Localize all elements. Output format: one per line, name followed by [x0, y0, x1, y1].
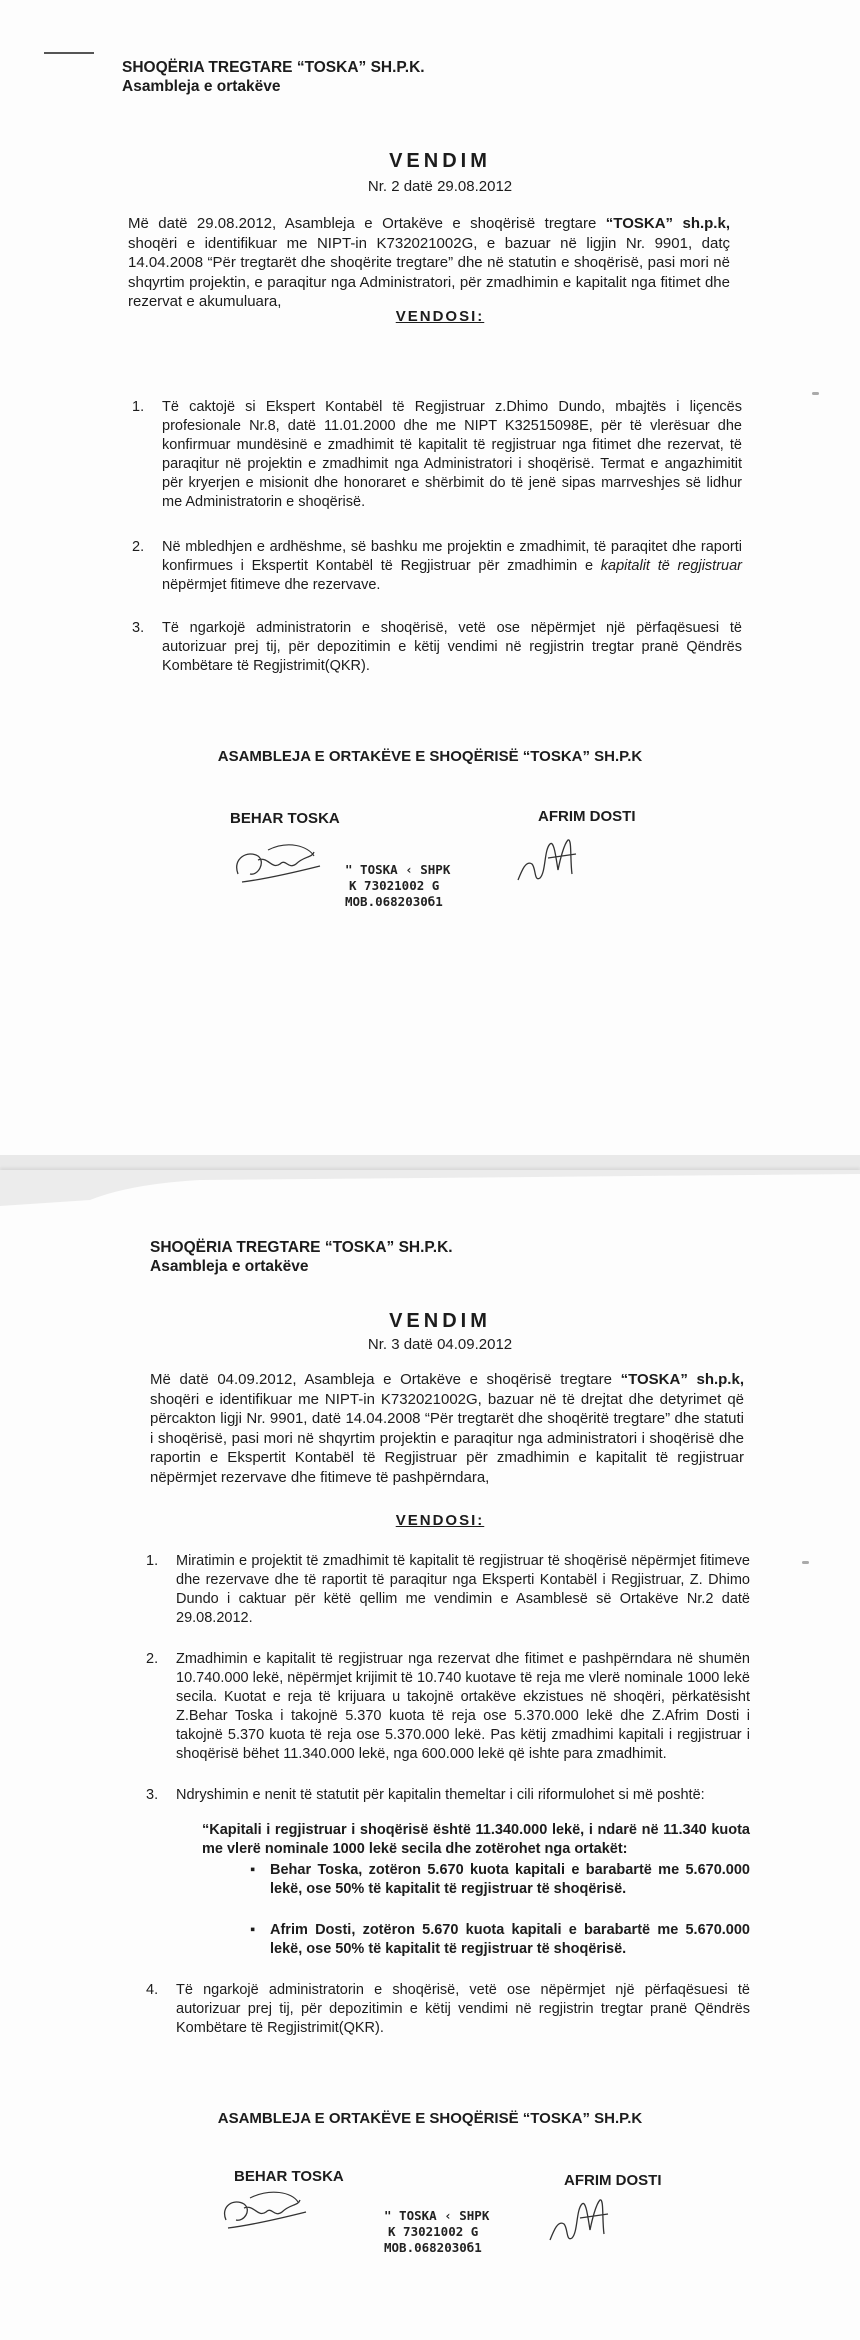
signature-behar-toska [228, 830, 328, 900]
company-stamp: " TOSKA ‹ SHPK K 73021002 G MOB.0682030б1 [384, 2208, 490, 2255]
decision-list [132, 398, 742, 676]
intro-text: Më datë 04.09.2012, Asambleja e Ortakëve e shoqërisë tregtare [150, 1371, 621, 1388]
company-header [150, 1238, 453, 1276]
decides-heading: VENDOSI: [395, 308, 485, 325]
page-fold-edge [0, 1170, 860, 1210]
signer-afrim-dosti: AFRIM DOSTI [538, 808, 636, 825]
intro-paragraph [150, 1370, 744, 1487]
list-item: 1. Miratimin e projektit të zmadhimit të kapitalit të regjistruar të shoqërisë nëpërmjet fitimeve dhe rezervave dhe të raportit të paraqitur nga Eksperti Kontabël i Regjistruar, Z. Dhimo Dundo i caktuar për këtë qellim me vendimin e Asamblesë së Ortakëve Nr.2 datë 29.08.2012. [146, 1553, 750, 1626]
list-item: 2. Në mbledhjen e ardhëshme, së bashku me projektin e zmadhimit, të paraqitet dhe raporti konfirmues i Ekspertit Kontabël të Regjistruar për zmadhimin e kapitalit të regjistruar nëpërmjet fitimeve dhe rezervave. [132, 539, 743, 593]
signature-afrim-dosti [510, 830, 590, 900]
intro-company-bold: “TOSKA” sh.p.k, [620, 1371, 744, 1388]
signature-behar-toska [214, 2180, 314, 2244]
signature-afrim-dosti [542, 2190, 622, 2260]
decides-heading: VENDOSI: [395, 1512, 485, 1529]
statute-quote: “Kapitali i regjistruar i shoqërisë është 11.340.000 lekë, i ndarë në 11.340 kuota me vlerë nominale 1000 lekë secila dhe zotërohet nga ortakët: ▪ Behar Toska, zotëron 5.670 kuota kapitali e barabartë me 5.670.000 lekë, ose 50% të kapitalit të regjistruar të shoqërisë. ▪ Afrim Dosti, zotëron 5.670 kuota kapitali e barabartë me 5.670.000 lekë, ose 50% të kapitalit të regjistruar të shoqërisë. [176, 1821, 750, 1959]
shareholder-list [202, 1861, 750, 1959]
document-page-1 [0, 0, 860, 1155]
list-item: 3. Të ngarkojë administratorin e shoqërisë, vetë ose nëpërmjet një përfaqësuesi të autorizuar prej tij, për depozitimin e këtij vendimi në regjistrin tregtar pranë Qëndrës Kombëtare të Regjistrimit(QKR). [132, 620, 742, 674]
intro-text-rest: shoqëri e identifikuar me NIPT-in K732021002G, bazuar në të drejtat dhe detyrimet që përcakton ligji Nr. 9901, datë 14.04.2008 “Për tregtarët dhe shoqëritë tregtare” dhe statuti i shoqërisë, pasi mori në shqyrtim projektin e paraqitur nga administratori i shoqërisë dhe raportin e Ekspertit Kontabël të Regjistruar për zmadhimin e kapitalit të regjistruar nëpërmjet rezervave dhe fitimeve të pashpërndara, [150, 1390, 744, 1486]
company-header [122, 58, 425, 96]
decision-number: Nr. 2 datë 29.08.2012 [367, 178, 513, 195]
company-subtitle: Asambleja e ortakëve [122, 78, 281, 95]
company-subtitle: Asambleja e ortakëve [150, 1258, 309, 1275]
intro-text: Më datë 29.08.2012, Asambleja e Ortakëve e shoqërisë tregtare [128, 215, 606, 232]
signer-behar-toska: BEHAR TOSKA [234, 2168, 344, 2185]
intro-company-bold: “TOSKA” sh.p.k, [605, 215, 730, 232]
scan-speck [812, 392, 819, 395]
list-item: 4. Të ngarkojë administratorin e shoqërisë, vetë ose nëpërmjet një përfaqësuesi të autorizuar prej tij, për depozitimin e këtij vendimi në regjistrin tregtar pranë Qëndrës Kombëtare të Regjistrimit(QKR). [146, 1982, 750, 2036]
intro-text-rest: shoqëri e identifikuar me NIPT-in K732021002G, e bazuar në ligjin Nr. 9901, datç 14.04.2008 “Për tregtarët dhe shoqërite tregtare” dhe në statutin e shoqërisë, pasi mori në shqyrtim projektin, e paraqitur nga Administratori, për zmadhimin e kapitalit nga fitimet dhe rezervat e akumuluara, [128, 234, 730, 310]
assembly-signature-title: ASAMBLEJA E ORTAKËVE E SHOQËRISË “TOSKA” SH.P.K [217, 2110, 643, 2127]
signer-behar-toska: BEHAR TOSKA [230, 810, 340, 827]
company-name: SHOQËRIA TREGTARE “TOSKA” SH.P.K. [150, 1239, 453, 1256]
shareholder-item: ▪ Afrim Dosti, zotëron 5.670 kuota kapitali e barabartë me 5.670.000 lekë, ose 50% të kapitalit të regjistruar të shoqërisë. [250, 1921, 750, 1959]
company-name: SHOQËRIA TREGTARE “TOSKA” SH.P.K. [122, 59, 425, 76]
signer-afrim-dosti: AFRIM DOSTI [564, 2172, 662, 2189]
list-item: 3. Ndryshimin e nenit të statutit për kapitalin themeltar i cili riformulohet si më poshtë: “Kapitali i regjistruar i shoqërisë është 11.340.000 lekë, i ndarë në 11.340 kuota me vlerë nominale 1000 lekë secila dhe zotërohet nga ortakët: ▪ Behar Toska, zotëron 5.670 kuota kapitali e barabartë me 5.670.000 lekë, ose 50% të kapitalit të regjistruar të shoqërisë. ▪ Afrim Dosti, zotëron 5.670 kuota kapitali e barabartë me 5.670.000 lekë, ose 50% të kapitalit të regjistruar të shoqërisë. [146, 1786, 750, 1959]
company-stamp: " TOSKA ‹ SHPK K 73021002 G MOB.0682030б1 [345, 862, 451, 909]
list-item: 1. Të caktojë si Ekspert Kontabël të Regjistruar z.Dhimo Dundo, mbajtës i liçencës profesionale Nr.8, datë 11.01.2000 dhe me NIPT K32515098E, për të vlerësuar dhe konfirmuar mundësinë e zmadhimit të kapitalit të regjistruar nga fitimet dhe rezervat, të paraqitur në projektin e zmadhimit nga Administratori i shoqërisë. Termat e angazhimitit për kryerjen e misionit dhe honoraret e shërbimit do të jenë sipas marrveshjes së lidhur me Administratorin e shoqërisë. [132, 399, 742, 510]
scan-edge-mark [44, 52, 94, 54]
decision-title: VENDIM [389, 1310, 491, 1332]
decision-number: Nr. 3 datë 04.09.2012 [367, 1336, 513, 1353]
intro-paragraph [128, 214, 730, 312]
shareholder-item: ▪ Behar Toska, zotëron 5.670 kuota kapitali e barabartë me 5.670.000 lekë, ose 50% të kapitalit të regjistruar të shoqërisë. [250, 1861, 750, 1899]
decision-title: VENDIM [389, 150, 491, 172]
list-item: 2. Zmadhimin e kapitalit të regjistruar nga rezervat dhe fitimet e pashpërndara në shumën 10.740.000 lekë, nëpërmjet krijimit të 10.740 kuotave të reja me vlerë nominale 1000 lekë secila. Kuotat e reja të krijuara u takojnë ortakëve ekzistues në shoqëri, përkatësisht Z.Behar Toska i takojnë 5.370 kuota të reja ose 5.370.000 lekë dhe Z.Afrim Dosti i takojnë 5.370 kuota të reja ose 5.370.000 lekë. Pas këtij zmadhimi kapitali i regjistruar i shoqërisë bëhet 11.340.000 lekë, nga 600.000 lekë që ishte para zmadhimit. [146, 1651, 750, 1762]
scan-speck [802, 1561, 809, 1564]
assembly-signature-title: ASAMBLEJA E ORTAKËVE E SHOQËRISË “TOSKA” SH.P.K [217, 748, 643, 765]
document-page-2 [0, 1170, 860, 2340]
decision-list [146, 1552, 750, 2060]
